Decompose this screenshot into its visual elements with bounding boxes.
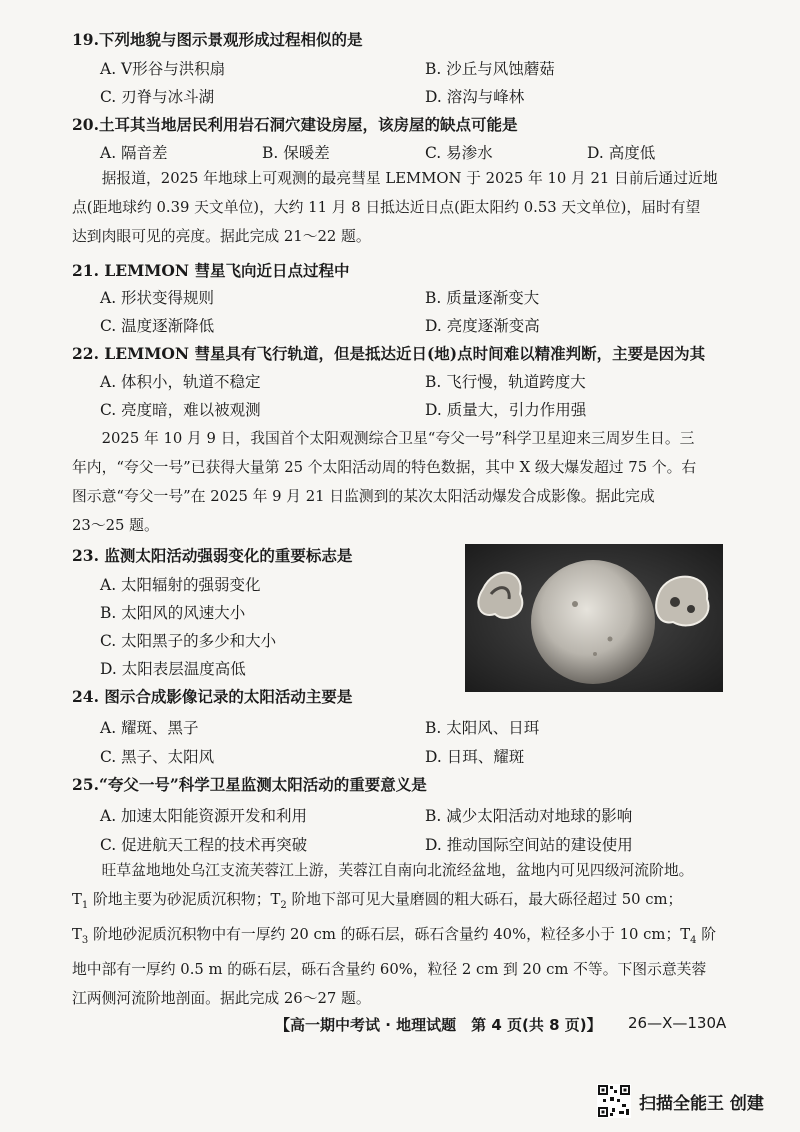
- question-19-option-d: D. 溶沟与峰林: [425, 88, 525, 106]
- question-24-option-a: A. 耀斑、黑子: [100, 719, 199, 737]
- passage-river-line-3: $T_3$ 阶地砂泥质沉积物中有一厚约 20 cm 的砾石层，砾石含量约 40%，粒径多小于 10 cm；$T_4$ 阶: [72, 925, 717, 946]
- question-25-option-d: D. 推动国际空间站的建设使用: [425, 836, 633, 854]
- question-21-stem: 21. LEMMON 彗星飞向近日点过程中: [72, 261, 350, 280]
- scanner-label: 扫描全能王 创建: [639, 1093, 764, 1114]
- question-25-option-a: A. 加速太阳能资源开发和利用: [100, 807, 308, 825]
- passage-kuafu-line-3: 图示意“夸父一号”在 2025 年 9 月 21 日监测到的某次太阳活动爆发合成影像。据此完成: [72, 488, 655, 505]
- question-19-stem: 19.下列地貌与图示景观形成过程相似的是: [72, 30, 363, 49]
- question-25-option-c: C. 促进航天工程的技术再突破: [100, 836, 308, 854]
- question-22-option-a: A. 体积小，轨道不稳定: [100, 373, 261, 391]
- passage-river-line-2: $T_1$ 阶地主要为砂泥质沉积物；$T_2$ 阶地下部可见大量磨圆的粗大砾石，最大砾径超过 50 cm；: [72, 891, 683, 911]
- question-22-option-c: C. 亮度暗，难以被观测: [100, 401, 261, 419]
- passage-comet-line-1: 据报道，2025 年地球上可观测的最亮彗星 LEMMON 于 2025 年 10 月 21 日前后通过近地: [101, 170, 718, 187]
- question-24-option-b: B. 太阳风、日珥: [425, 719, 540, 737]
- question-20-option-c: C. 易渗水: [425, 144, 493, 162]
- passage-river-line-4: 地中部有一厚约 0.5 m 的砾石层，砾石含量约 60%，粒径 2 cm 到 20 cm 不等。下图示意芙蓉: [72, 960, 707, 978]
- question-22-stem: 22. LEMMON 彗星具有飞行轨道，但是抵达近日(地)点时间难以精准判断，主要是因为其: [72, 344, 706, 363]
- question-23-stem: 23. 监测太阳活动强弱变化的重要标志是: [72, 546, 353, 565]
- question-22-option-b: B. 飞行慢，轨道跨度大: [425, 373, 586, 391]
- question-21-option-c: C. 温度逐渐降低: [100, 317, 215, 335]
- question-19-option-c: C. 刃脊与冰斗湖: [100, 88, 215, 106]
- qr-code-icon: [597, 1084, 631, 1118]
- question-23-option-b: B. 太阳风的风速大小: [100, 604, 246, 622]
- question-21-option-b: B. 质量逐渐变大: [425, 289, 540, 307]
- passage-kuafu: [72, 424, 732, 540]
- question-22-option-d: D. 质量大，引力作用强: [425, 401, 587, 419]
- question-24-stem: 24. 图示合成影像记录的太阳活动主要是: [72, 687, 353, 706]
- passage-kuafu-line-2: 年内，“夸父一号”已获得大量第 25 个太阳活动周的特色数据，其中 X 级大爆发超过 75 个。右: [72, 459, 697, 476]
- passage-kuafu-line-1: 2025 年 10 月 9 日，我国首个太阳观测综合卫星“夸父一号”科学卫星迎来三周岁生日。三: [101, 430, 695, 447]
- passage-kuafu-line-4: 23～25 题。: [72, 517, 159, 534]
- question-21-option-d: D. 亮度逐渐变高: [425, 317, 540, 335]
- question-20-option-a: A. 隔音差: [100, 144, 168, 162]
- question-19-option-b: B. 沙丘与风蚀蘑菇: [425, 60, 555, 78]
- passage-river-line-5: 江两侧河流阶地剖面。据此完成 26～27 题。: [72, 989, 371, 1007]
- page-footer-title: 【高一期中考试 · 地理试题 第 4 页(共 8 页)】: [275, 1016, 602, 1034]
- question-24-option-c: C. 黑子、太阳风: [100, 748, 215, 766]
- question-25-stem: 25.“夸父一号”科学卫星监测太阳活动的重要意义是: [72, 775, 427, 794]
- sun-image-illustration: [465, 544, 723, 692]
- passage-river-line-1: 旺草盆地地处乌江支流芙蓉江上游，芙蓉江自南向北流经盆地，盆地内可见四级河流阶地。: [101, 862, 694, 879]
- question-20-option-d: D. 高度低: [587, 144, 656, 162]
- scanner-watermark: [597, 1083, 764, 1119]
- question-24-option-d: D. 日珥、耀斑: [425, 748, 525, 766]
- question-25-option-b: B. 减少太阳活动对地球的影响: [425, 807, 633, 825]
- passage-comet-line-3: 达到肉眼可见的亮度。据此完成 21～22 题。: [72, 228, 371, 245]
- question-19-option-a: A. V形谷与洪积扇: [100, 60, 226, 78]
- question-20-option-b: B. 保暖差: [262, 144, 330, 162]
- question-23-option-c: C. 太阳黑子的多少和大小: [100, 632, 277, 650]
- question-23-option-a: A. 太阳辐射的强弱变化: [100, 576, 261, 594]
- question-21-option-a: A. 形状变得规则: [100, 289, 215, 307]
- sun-activity-composite-image: [465, 544, 723, 692]
- question-23-option-d: D. 太阳表层温度高低: [100, 660, 246, 678]
- question-20-stem: 20.土耳其当地居民利用岩石洞穴建设房屋，该房屋的缺点可能是: [72, 115, 518, 134]
- passage-river-terraces: [72, 856, 732, 1013]
- passage-comet-line-2: 点(距地球约 0.39 天文单位)，大约 11 月 8 日抵达近日点(距太阳约 0.53 天文单位)，届时有望: [72, 199, 701, 216]
- page-footer-code: 26—X—130A: [628, 1014, 727, 1032]
- passage-comet: [72, 164, 732, 251]
